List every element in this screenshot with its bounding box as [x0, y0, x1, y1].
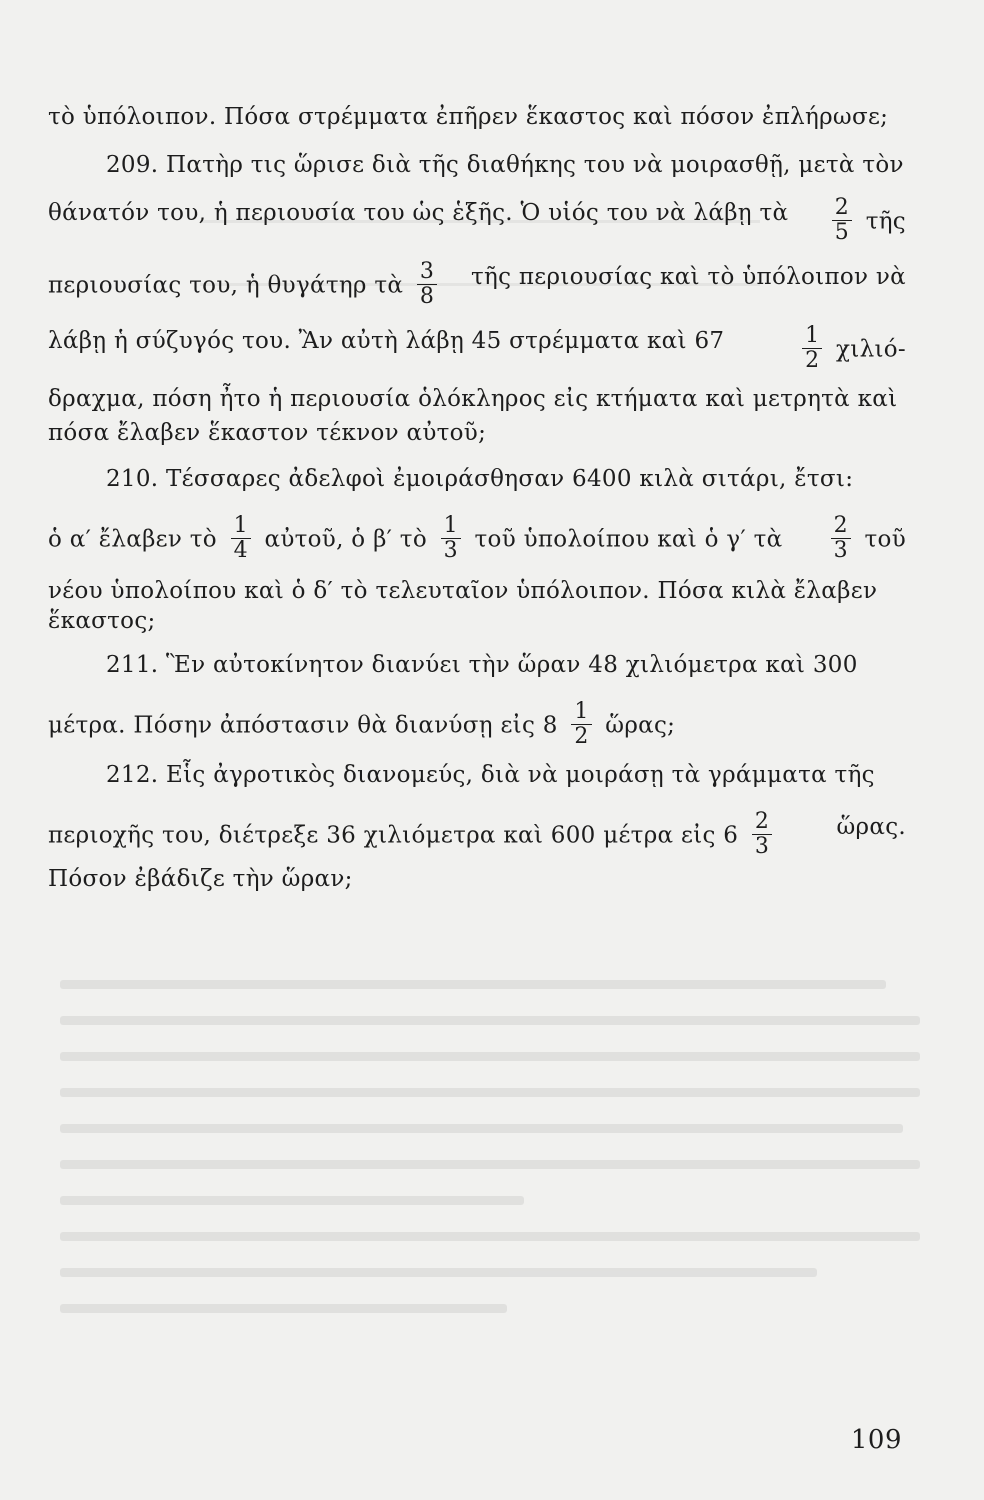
- text-span: Πόσον ἐβάδιζε τὴν ὥραν;: [48, 866, 353, 892]
- fraction-numerator: 2: [833, 513, 848, 538]
- text-span: τῆς: [865, 208, 906, 235]
- text-span: αὐτοῦ, ὁ β′ τὸ: [264, 526, 427, 553]
- text-line: [48, 102, 906, 132]
- text-span: θάνατόν του, ἡ περιουσία του ὡς ἑξῆς. Ὁ υἱός του νὰ λάβῃ τὰ: [48, 200, 789, 226]
- fraction: [441, 514, 461, 563]
- problem-210-line: [106, 464, 906, 494]
- fraction-denominator: 3: [754, 834, 770, 859]
- fraction-numerator: 1: [805, 323, 820, 348]
- fraction-denominator: 3: [443, 538, 458, 563]
- page-number: 109: [850, 1425, 902, 1455]
- text-line: [48, 809, 906, 861]
- fraction-numerator: 2: [754, 809, 770, 834]
- text-span: λάβῃ ἡ σύζυγός του. Ἂν αὐτὴ λάβῃ 45 στρέμματα καὶ 67: [48, 328, 725, 354]
- text-line: [48, 699, 906, 751]
- fraction-denominator: 3: [833, 538, 848, 563]
- text-span: χιλιό-: [836, 336, 906, 363]
- text-span: 210. Τέσσαρες ἀδελφοὶ ἐμοιράσθησαν 6400 κιλὰ σιτάρι, ἔτσι:: [106, 466, 854, 492]
- fraction-denominator: 5: [834, 220, 850, 245]
- text-span: 209. Πατὴρ τις ὥρισε διὰ τῆς διαθήκης του νὰ μοιρασθῇ, μετὰ τὸν: [106, 152, 904, 178]
- fraction-denominator: 8: [419, 284, 435, 309]
- text-span: τὸ ὑπόλοιπον. Πόσα στρέμματα ἐπῆρεν ἕκαστος καὶ πόσον ἐπλήρωσε;: [48, 104, 889, 130]
- text-line: [48, 864, 906, 894]
- text-span: ὁ α′ ἔλαβεν τὸ: [48, 526, 217, 553]
- text-span: 211. Ἓν αὐτοκίνητον διανύει τὴν ὥραν 48 χιλιόμετρα καὶ 300: [106, 652, 858, 678]
- text-span: ἕκαστος;: [48, 608, 156, 634]
- text-line: [48, 606, 906, 636]
- text-span: τοῦ ὑπολοίπου καὶ ὁ γ′ τὰ: [474, 526, 783, 553]
- fraction: [752, 810, 772, 859]
- fraction-numerator: 1: [443, 513, 458, 538]
- fraction-numerator: 1: [233, 513, 248, 538]
- text-span: 212. Εἷς ἀγροτικὸς διανομεύς, διὰ νὰ μοιράσῃ τὰ γράμματα τῆς: [106, 762, 875, 788]
- text-span: δραχμα, πόση ἦτο ἡ περιουσία ὁλόκληρος εἰς κτήματα καὶ μετρητὰ καὶ: [48, 386, 898, 412]
- fraction: [571, 700, 591, 749]
- text-line: [48, 384, 906, 414]
- fraction-numerator: 1: [574, 699, 589, 724]
- fraction: [831, 514, 851, 563]
- text-span: ὥρας;: [605, 712, 676, 739]
- text-span: τῆς περιουσίας καὶ τὸ ὑπόλοιπον νὰ: [470, 264, 906, 290]
- text-line: [48, 323, 906, 375]
- text-span: περιοχῆς του, διέτρεξε 36 χιλιόμετρα καὶ 600 μέτρα εἰς 6: [48, 822, 739, 849]
- text-line: [48, 576, 906, 606]
- problem-212-line: [106, 760, 906, 790]
- fraction-numerator: 2: [834, 195, 850, 220]
- problem-209-line: [106, 150, 906, 180]
- fraction: [417, 260, 437, 309]
- problem-211-line: [106, 650, 906, 680]
- fraction-denominator: 2: [574, 724, 589, 749]
- fraction-denominator: 4: [233, 538, 248, 563]
- bleed-through-text: [60, 980, 920, 1360]
- fraction-numerator: 3: [419, 259, 435, 284]
- text-line: [48, 418, 906, 448]
- fraction-denominator: 2: [805, 348, 820, 373]
- text-line: [48, 513, 906, 565]
- text-span: μέτρα. Πόσην ἀπόστασιν θὰ διανύσῃ εἰς 8: [48, 712, 558, 739]
- text-line: [48, 259, 906, 311]
- fraction: [231, 514, 251, 563]
- text-span: ὥρας.: [836, 814, 906, 840]
- fraction: [832, 196, 852, 245]
- text-span: περιουσίας του, ἡ θυγάτηρ τὰ: [48, 272, 404, 299]
- text-span: νέου ὑπολοίπου καὶ ὁ δ′ τὸ τελευταῖον ὑπόλοιπον. Πόσα κιλὰ ἔλαβεν: [48, 578, 878, 604]
- text-line: [48, 195, 906, 247]
- fraction: [802, 324, 822, 373]
- text-span: πόσα ἔλαβεν ἕκαστον τέκνον αὐτοῦ;: [48, 420, 487, 446]
- text-span: τοῦ: [864, 526, 906, 553]
